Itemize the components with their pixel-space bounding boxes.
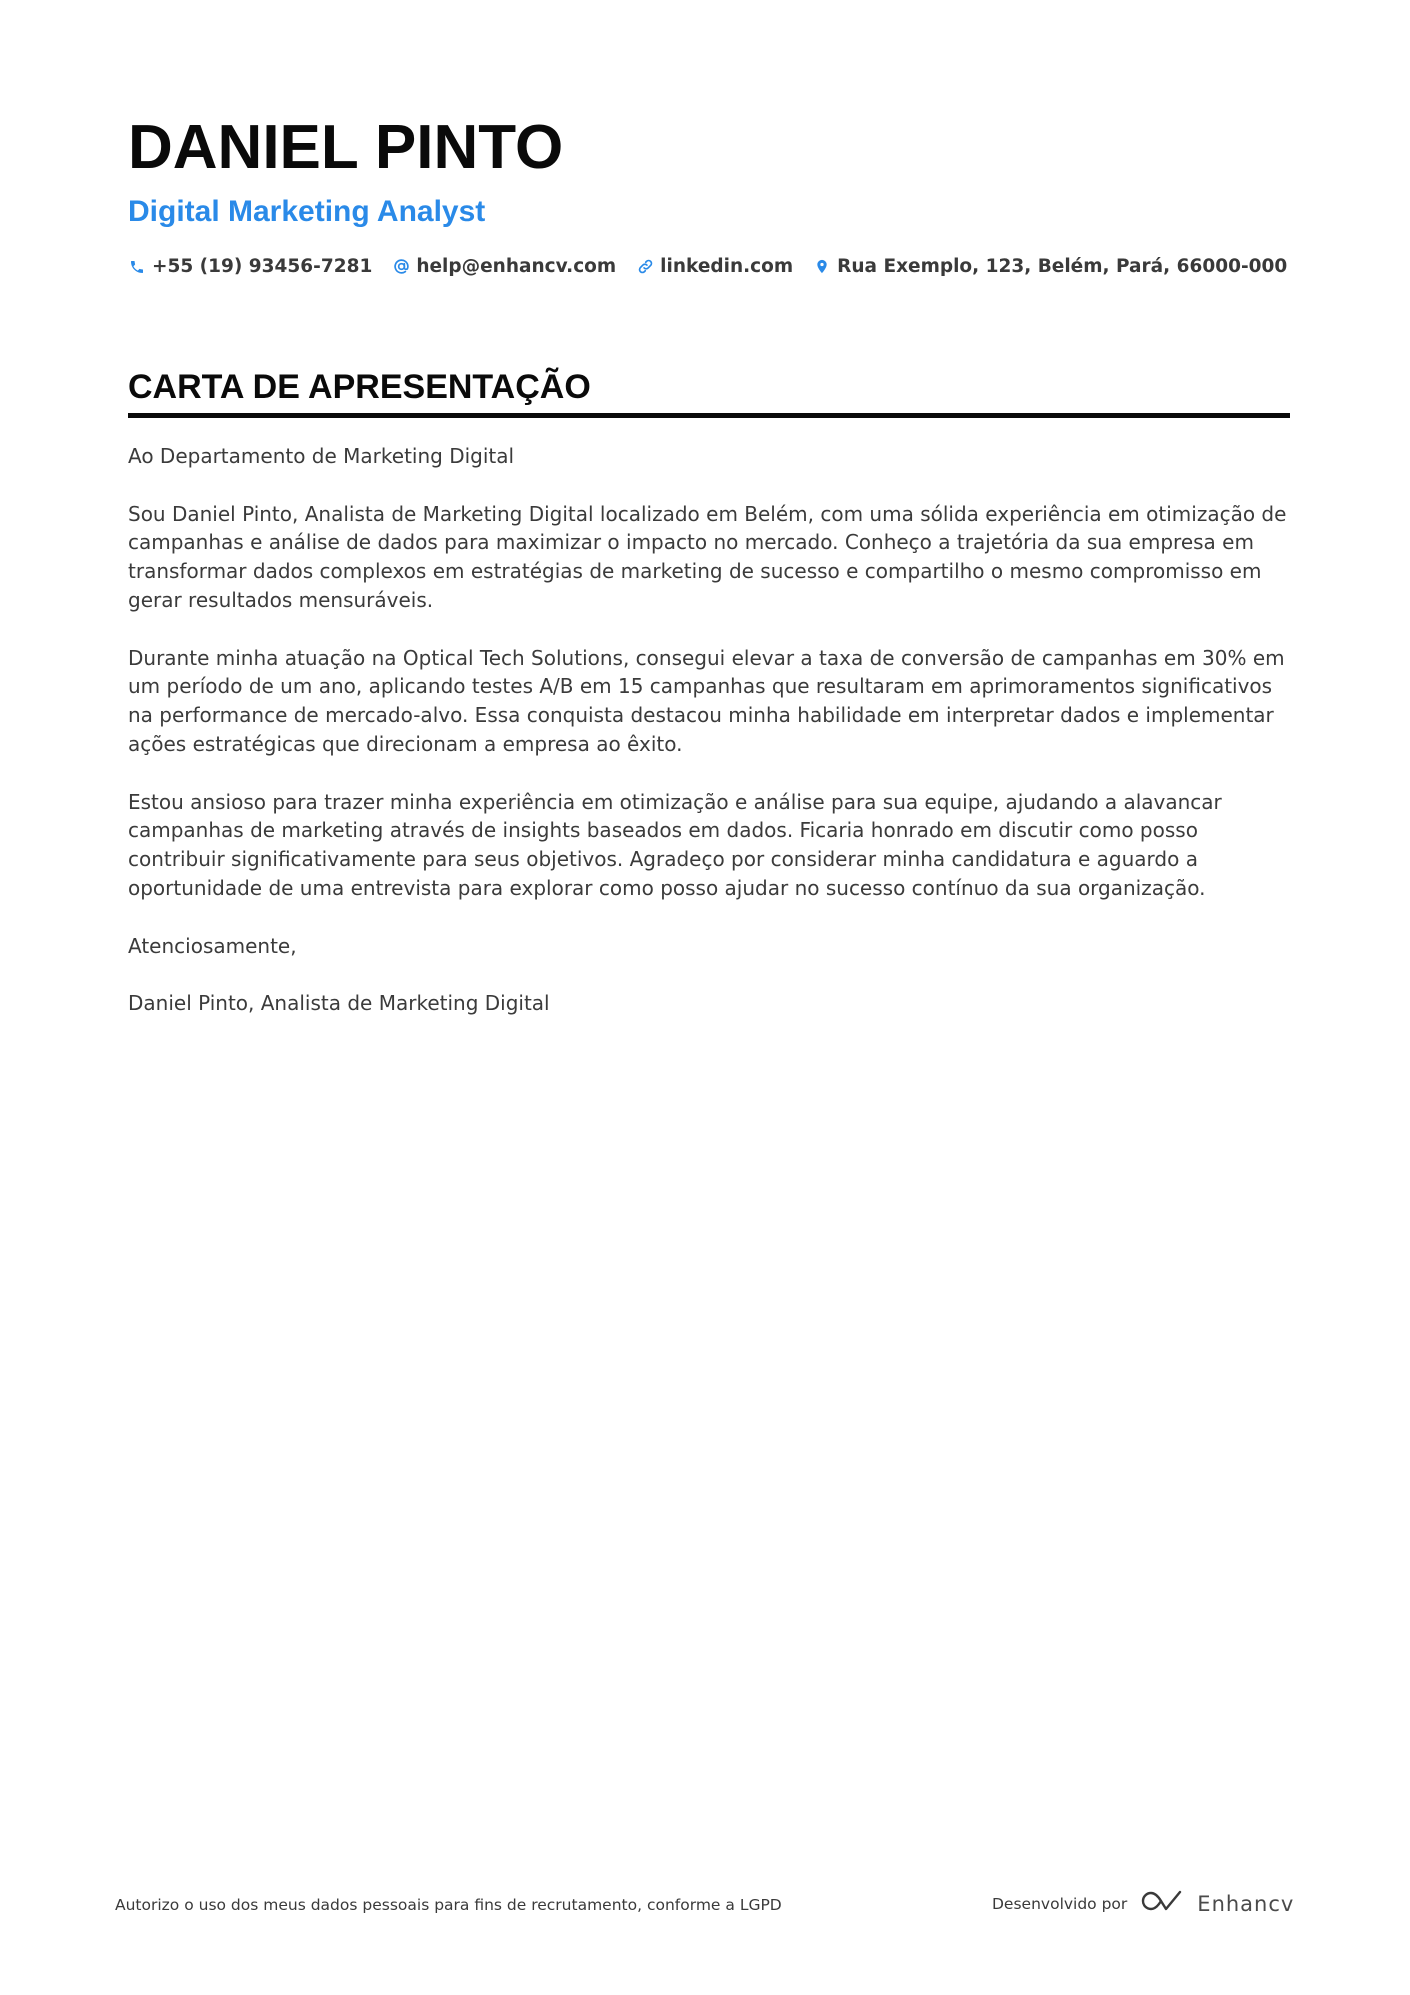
consent-note: Autorizo o uso dos meus dados pessoais para fins de recrutamento, conforme a LGPD (115, 1896, 782, 1914)
section-title: CARTA DE APRESENTAÇÃO (128, 365, 1290, 418)
letter-body (128, 442, 1290, 1018)
brand-name: Enhancv (1197, 1891, 1295, 1916)
contact-email-text: help@enhancv.com (416, 256, 617, 277)
contact-email[interactable] (392, 256, 616, 277)
resume-header (128, 110, 1290, 277)
cover-letter-section (128, 365, 1290, 1047)
powered-by[interactable] (992, 1888, 1294, 1919)
letter-closing: Atenciosamente, (128, 933, 297, 958)
letter-paragraph: Sou Daniel Pinto, Analista de Marketing Digital localizado em Belém, com uma sólida experiência em otimização de campanhas e análise de dados para maximizar o impacto no mercado. Conheço a trajetória da sua empresa em transformar dados complexos em estratégias de marketing de sucesso e compartilho o mesmo compromisso em gerar resultados mensuráveis. (128, 501, 1287, 612)
brand-logo (1139, 1888, 1294, 1919)
contact-address (813, 256, 1287, 277)
powered-by-label: Desenvolvido por (992, 1894, 1128, 1913)
contact-bar (128, 256, 1290, 277)
letter-paragraph: Durante minha atuação na Optical Tech Solutions, consegui elevar a taxa de conversão de campanhas em 30% em um período de um ano, aplicando testes A/B em 15 campanhas que resultaram em aprimoramentos significativos na performance de mercado-alvo. Essa conquista destacou minha habilidade em interpretar dados e implementar ações estratégicas que direcionam a empresa ao êxito. (128, 645, 1285, 756)
letter-salutation: Ao Departamento de Marketing Digital (128, 444, 515, 468)
contact-linkedin[interactable] (636, 256, 793, 277)
location-pin-icon (813, 258, 831, 276)
at-icon (392, 258, 410, 276)
link-icon (636, 258, 654, 276)
contact-phone-text: +55 (19) 93456-7281 (152, 256, 373, 277)
candidate-title: Digital Marketing Analyst (128, 195, 486, 228)
letter-signature: Daniel Pinto, Analista de Marketing Digital (128, 991, 550, 1016)
contact-address-text: Rua Exemplo, 123, Belém, Pará, 66000-000 (837, 256, 1288, 277)
letter-paragraph: Estou ansioso para trazer minha experiência em otimização e análise para sua equipe, ajudando a alavancar campanhas de marketing através de insights baseados em dados. Ficaria honrado em discutir como posso contribuir significativamente para seus objetivos. Agradeço por considerar minha candidatura e aguardo a oportunidade de uma entrevista para explorar como posso ajudar no sucesso contínuo da sua organização. (128, 789, 1222, 900)
contact-phone (128, 256, 372, 277)
enhancv-logo-icon (1139, 1888, 1187, 1919)
contact-linkedin-text: linkedin.com (660, 256, 794, 277)
phone-icon (128, 258, 146, 276)
candidate-name: DANIEL PINTO (128, 113, 564, 182)
